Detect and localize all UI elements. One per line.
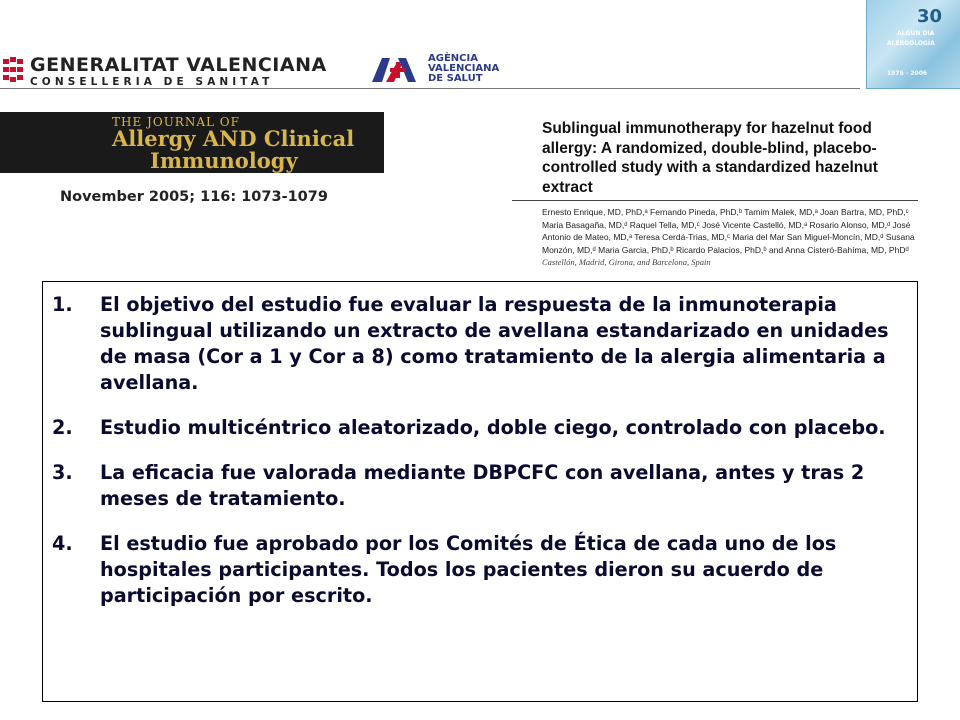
journal-title-line1: Allergy AND Clinical bbox=[112, 126, 355, 151]
journal-prefix: THE JOURNAL OF bbox=[112, 115, 240, 129]
generalitat-valenciana-logo bbox=[0, 52, 327, 92]
journal-title-line2: Immunology bbox=[150, 148, 298, 173]
summary-item-number: 1. bbox=[52, 293, 73, 316]
summary-box bbox=[42, 281, 918, 702]
avs-logo-line1: AGÈNCIA bbox=[428, 53, 478, 64]
anniversary-number: 30 bbox=[917, 6, 943, 27]
article-title: Sublingual immunotherapy for hazelnut food allergy: A randomized, double-blind, placebo-controlled study with a standardized hazelnut extract bbox=[542, 120, 878, 196]
summary-item-2 bbox=[43, 415, 917, 441]
gv-logo-name: GENERALITAT VALENCIANA bbox=[30, 54, 327, 76]
agencia-valenciana-salut-logo bbox=[372, 54, 532, 86]
anniversary-badge bbox=[866, 0, 960, 89]
summary-item-number: 3. bbox=[52, 461, 73, 484]
avs-logo-line2: VALENCIANA bbox=[428, 63, 500, 74]
summary-item-text: El estudio fue aprobado por los Comités de Ética de cada uno de los hospitales participantes. Todos los pacientes dieron su acuerdo de participación por escrito. bbox=[100, 532, 837, 607]
journal-citation: November 2005; 116: 1073-1079 bbox=[60, 189, 328, 205]
article-author-list: Ernesto Enrique, MD, PhD,ᵃ Fernando Pineda, PhD,ᵇ Tamim Malek, MD,ᵃ Joan Bartra, MD, PhD,ᶜ Maria Basagaña, MD,ᵈ Raquel Tella, MD,ᶜ José Vicente Castelló, MD,ᵃ Rosario Alonso, MD,ᵈ José Antonio de Mateo, MD,ᵃ Teresa Cerdá-Trias, MD,ᶜ Maria del Mar San Miguel-Moncín, MD,ᵈ Susana Monzón, MD,ᵈ Maria Garcia, PhD,ᵇ Ricardo Palacios, PhD,ᵇ and Anna Cisteró-Bahíma, MD, PhDᵈ bbox=[542, 207, 915, 255]
summary-item-1 bbox=[43, 292, 917, 396]
summary-item-4 bbox=[43, 531, 917, 609]
article-authors bbox=[542, 206, 922, 269]
summary-item-text: Estudio multicéntrico aleatorizado, doble ciego, controlado con placebo. bbox=[100, 416, 886, 439]
journal-banner bbox=[0, 112, 384, 173]
article-divider bbox=[512, 200, 918, 201]
anniversary-line2: ALERGOLOGÍA bbox=[887, 40, 935, 47]
gv-logo-subtitle: CONSELLERIA DE SANITAT bbox=[30, 76, 274, 88]
summary-item-3 bbox=[43, 460, 917, 512]
summary-item-number: 4. bbox=[52, 532, 73, 555]
anniversary-years: 1976 - 2006 bbox=[887, 70, 928, 77]
summary-item-text: La eficacia fue valorada mediante DBPCFC con avellana, antes y tras 2 meses de tratamiento. bbox=[100, 461, 865, 510]
anniversary-line1: ALGUN DIA bbox=[897, 30, 935, 37]
summary-item-text: El objetivo del estudio fue evaluar la respuesta de la inmunoterapia sublingual utilizando un extracto de avellana estandarizado en unidades de masa (Cor a 1 y Cor a 8) como tratamiento de la alergia alimentaria a avellana. bbox=[100, 293, 889, 394]
avs-logo-line3: DE SALUT bbox=[428, 73, 483, 84]
article-affiliation: Castellón, Madrid, Girona, and Barcelona, Spain bbox=[542, 257, 711, 268]
generalitat-emblem-icon bbox=[2, 56, 24, 86]
avs-emblem-icon bbox=[372, 56, 424, 84]
summary-list bbox=[43, 292, 917, 628]
summary-item-number: 2. bbox=[52, 416, 73, 439]
header-divider bbox=[0, 88, 860, 89]
